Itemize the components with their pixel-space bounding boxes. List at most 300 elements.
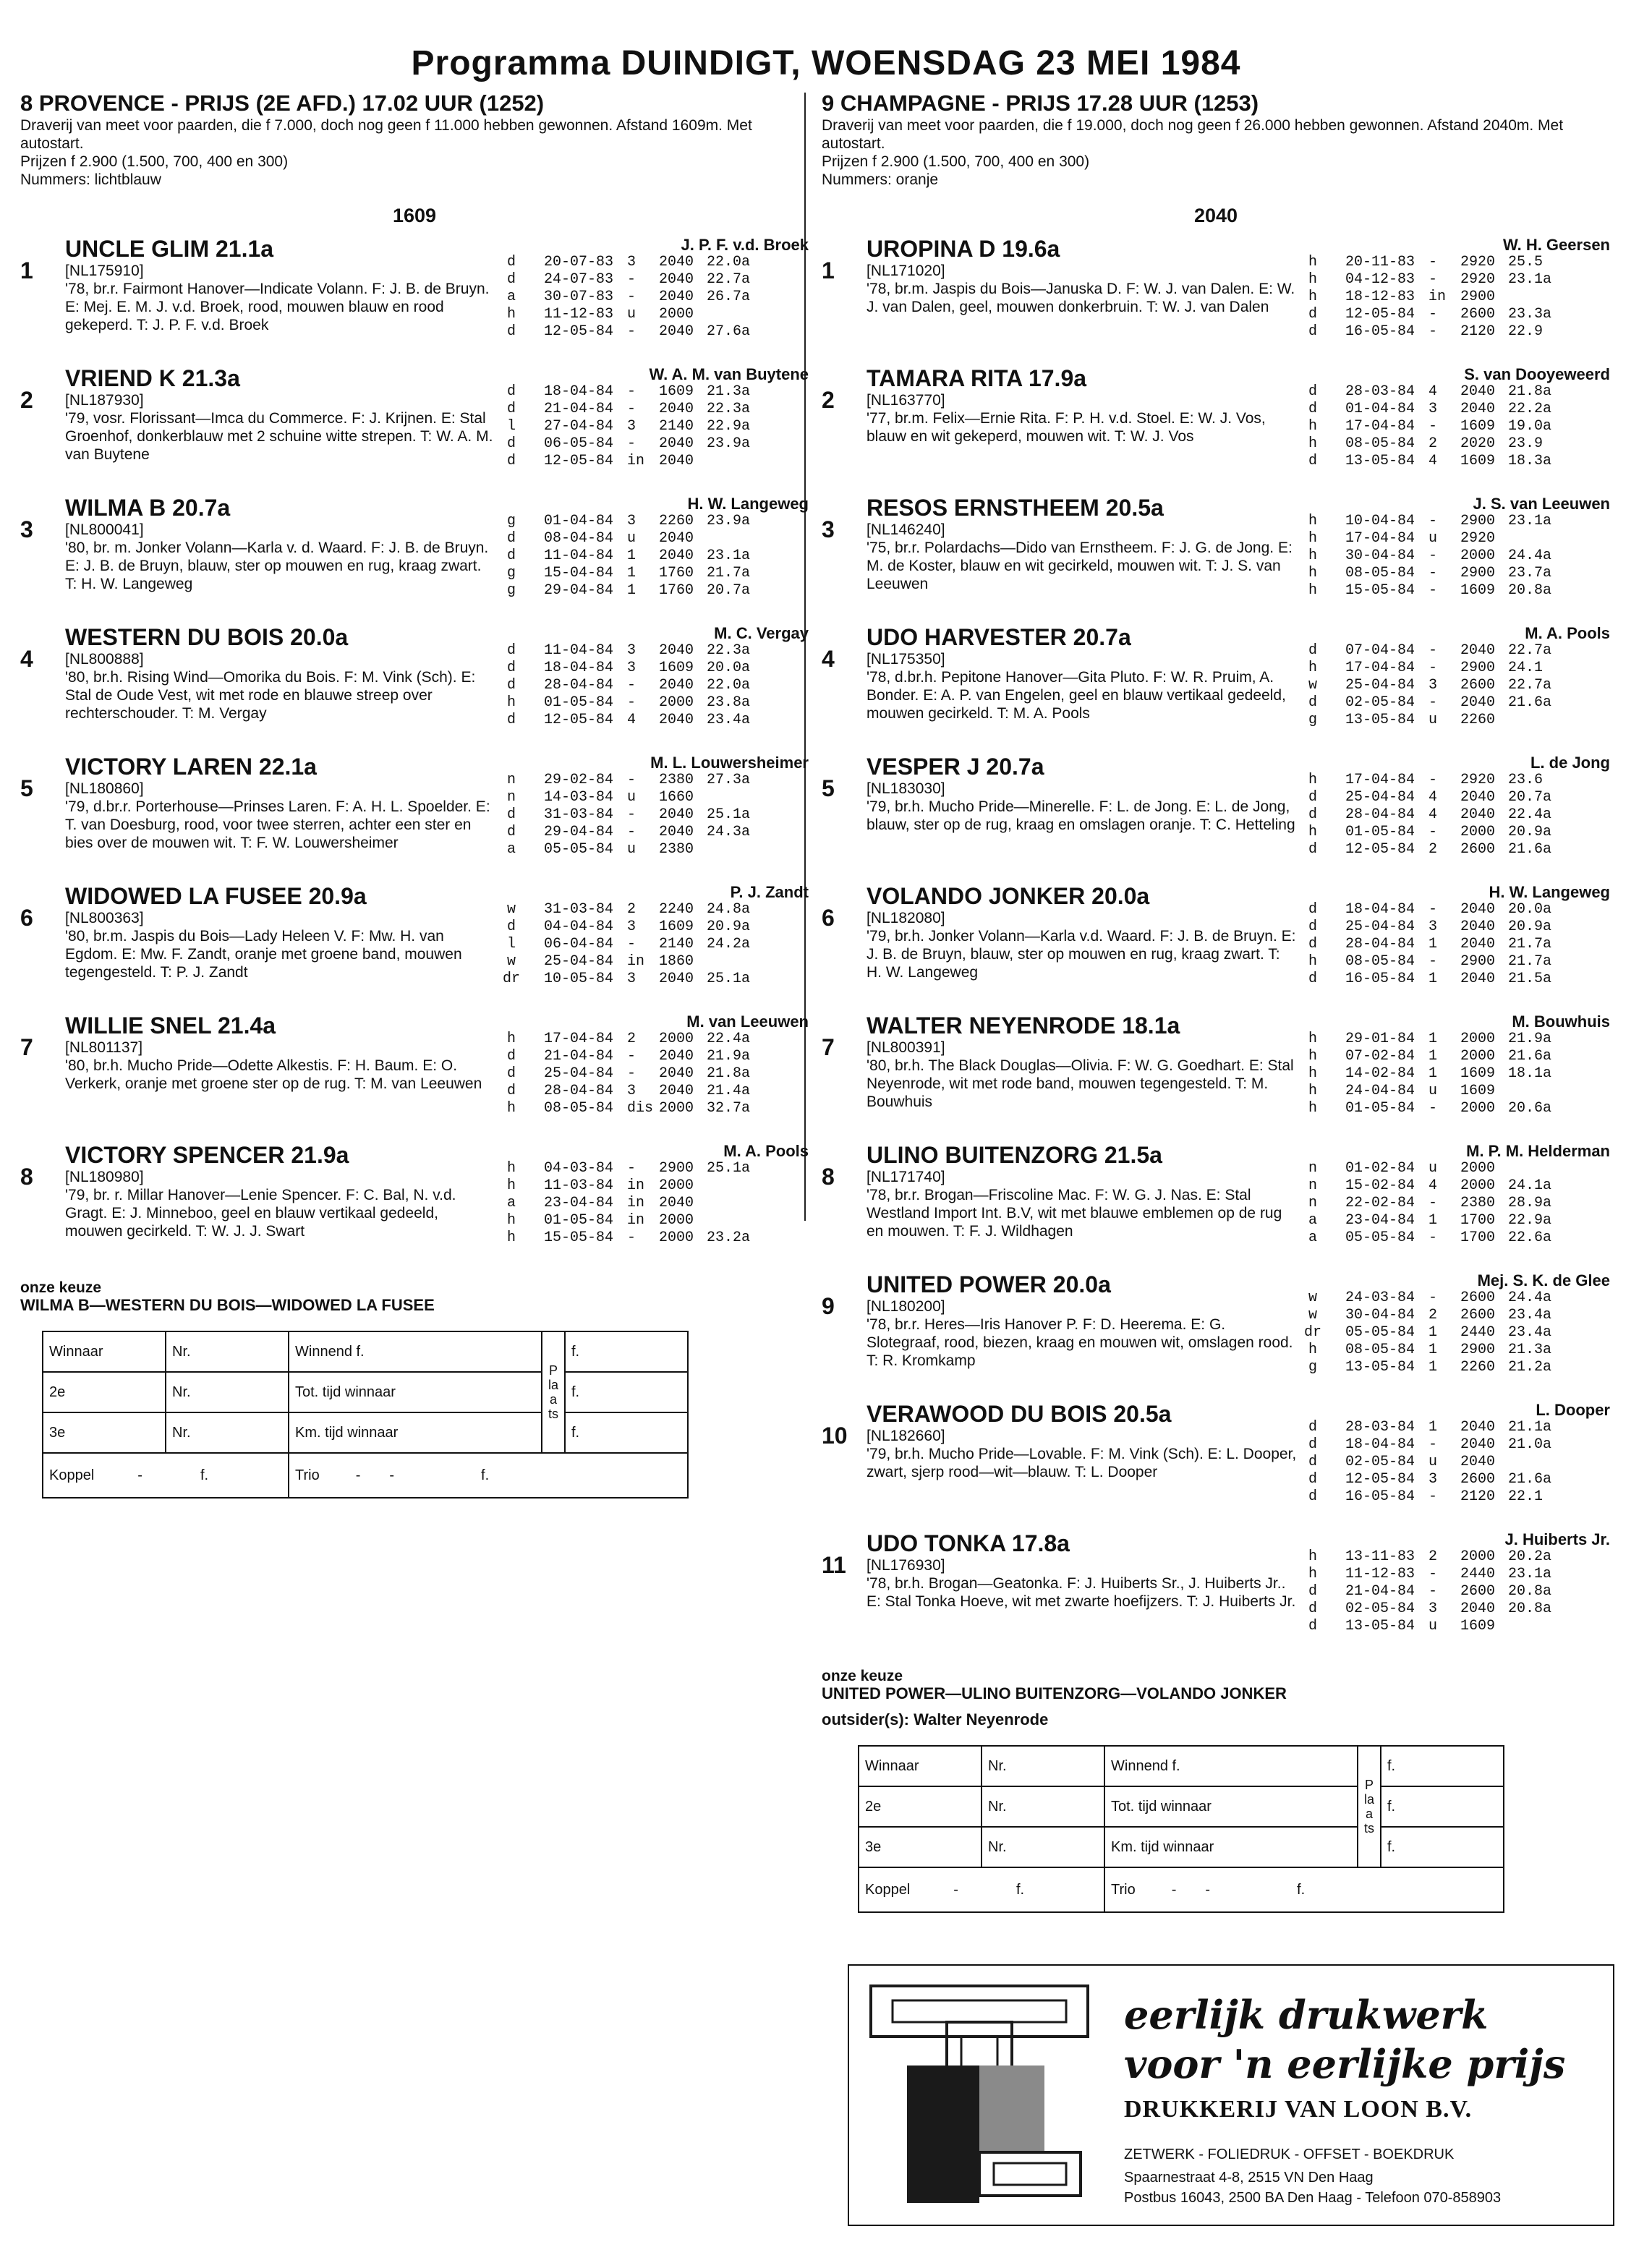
form-row	[1300, 254, 1610, 271]
form-row	[1300, 1600, 1610, 1618]
form-date: 30-04-84	[1345, 1307, 1415, 1323]
form-place: -	[627, 1229, 636, 1246]
form-place: -	[627, 1048, 636, 1065]
race-column-left	[20, 90, 809, 1498]
bet-trio-row	[289, 1453, 688, 1498]
horse-trainer: J. Huiberts Jr.	[1504, 1530, 1610, 1548]
form-date: 02-05-84	[1345, 1600, 1415, 1617]
horse-info	[65, 236, 495, 365]
form-row	[499, 547, 809, 565]
horse-info	[867, 1271, 1297, 1401]
form-date: 02-05-84	[1345, 1454, 1415, 1470]
bet-dash: -	[355, 1467, 361, 1483]
horse-form	[495, 624, 809, 754]
horse-name: VRIEND K 21.3a	[65, 365, 240, 391]
form-track: g	[506, 582, 516, 599]
form-row	[1300, 971, 1610, 988]
form-track: dr	[1303, 1324, 1321, 1341]
form-date: 24-04-84	[1345, 1083, 1415, 1099]
horse-name: UNITED POWER 20.0a	[867, 1271, 1111, 1297]
form-place: u	[627, 841, 636, 858]
form-track: d	[506, 677, 516, 694]
form-date: 12-05-84	[544, 323, 614, 340]
form-row	[499, 1048, 809, 1065]
form-distance: 2040	[659, 642, 694, 659]
horse-entry	[822, 883, 1610, 1012]
form-time: 21.9a	[707, 1048, 751, 1065]
form-row	[1300, 1342, 1610, 1359]
form-time: 21.7a	[1508, 953, 1552, 970]
form-time: 21.9a	[1508, 1031, 1552, 1047]
form-date: 28-03-84	[1345, 1419, 1415, 1436]
form-date: 29-04-84	[544, 824, 614, 840]
form-distance: 1609	[1460, 582, 1496, 599]
form-place: -	[1429, 901, 1438, 918]
form-date: 21-04-84	[1345, 1583, 1415, 1600]
horse-name: UROPINA D 19.6a	[867, 236, 1060, 262]
form-track: h	[1308, 1083, 1317, 1099]
ad-address: Spaarnestraat 4-8, 2515 VN Den Haag	[1124, 2170, 1374, 2186]
form-distance: 2000	[659, 694, 694, 711]
bet-trio-label: Trio	[1111, 1881, 1136, 1898]
form-date: 31-03-84	[544, 806, 614, 823]
form-date: 12-05-84	[1345, 306, 1415, 323]
form-date: 20-07-83	[544, 254, 614, 270]
form-place: 4	[1429, 806, 1438, 823]
bet-tot-tijd-label: Tot. tijd winnaar	[1104, 1786, 1358, 1827]
form-row	[499, 401, 809, 418]
form-date: 13-05-84	[1345, 712, 1415, 728]
form-date: 04-12-83	[1345, 271, 1415, 288]
horse-trainer: J. P. F. v.d. Broek	[681, 236, 809, 254]
form-date: 13-11-83	[1345, 1548, 1415, 1565]
form-row	[1300, 547, 1610, 565]
form-date: 18-04-84	[544, 383, 614, 400]
form-time	[1502, 1083, 1559, 1100]
horse-number: 5	[822, 775, 835, 801]
bet-f-field: f.	[200, 1467, 209, 1483]
outsider-line: outsider(s): Walter Neyenrode	[822, 1710, 1049, 1728]
form-track: d	[1308, 1436, 1317, 1453]
form-row	[499, 1065, 809, 1083]
race-column-right	[822, 90, 1610, 1913]
form-distance: 1660	[659, 789, 694, 806]
form-track: g	[1308, 1359, 1317, 1376]
form-track: d	[1308, 383, 1317, 400]
form-time: 21.6a	[1508, 1471, 1552, 1488]
form-date: 20-11-83	[1345, 254, 1415, 270]
form-row	[1300, 953, 1610, 971]
bet-form-table	[42, 1331, 689, 1498]
form-track: d	[506, 660, 516, 676]
form-time: 23.1a	[1508, 271, 1552, 288]
form-track: d	[506, 401, 516, 417]
form-distance: 2600	[1460, 1471, 1496, 1488]
horse-trainer: M. A. Pools	[723, 1142, 809, 1160]
horse-trainer: H. W. Langeweg	[687, 495, 809, 513]
form-distance: 2040	[659, 453, 694, 469]
form-place: -	[1429, 824, 1438, 840]
bet-nr-label: Nr.	[166, 1412, 289, 1453]
form-distance: 2000	[1460, 1100, 1496, 1117]
form-time: 21.6a	[1508, 694, 1552, 711]
form-date: 11-12-83	[544, 306, 614, 323]
form-row	[499, 1100, 809, 1117]
form-date: 11-04-84	[544, 642, 614, 659]
form-track: h	[1308, 254, 1317, 270]
form-date: 28-04-84	[544, 677, 614, 694]
form-time	[701, 841, 757, 858]
form-track: d	[1308, 1618, 1317, 1634]
form-distance: 2920	[1460, 271, 1496, 288]
horse-name: WILLIE SNEL 21.4a	[65, 1012, 276, 1039]
form-row	[1300, 1083, 1610, 1100]
form-distance: 2600	[1460, 1583, 1496, 1600]
horse-trainer: M. Bouwhuis	[1512, 1012, 1610, 1031]
form-date: 25-04-84	[1345, 918, 1415, 935]
horse-form	[1297, 1271, 1610, 1401]
form-date: 23-04-84	[544, 1195, 614, 1211]
form-time: 24.2a	[707, 936, 751, 952]
horse-entry	[822, 1012, 1610, 1142]
form-row	[499, 530, 809, 547]
form-time: 20.8a	[1508, 1600, 1552, 1617]
horse-form	[495, 754, 809, 883]
form-track: d	[1308, 1419, 1317, 1436]
form-place: dis	[627, 1100, 654, 1117]
form-distance: 1609	[1460, 453, 1496, 469]
form-time: 25.1a	[707, 806, 751, 823]
form-time: 22.0a	[707, 677, 751, 694]
horse-description: [NL171020] '78, br.m. Jaspis du Bois—Januska D. F: W. J. van Dalen. E: W. J. van Dalen, geel, mouwen donkerbruin. T: W. J. van Dalen	[867, 263, 1295, 315]
form-date: 11-03-84	[544, 1177, 614, 1194]
form-distance: 2040	[1460, 918, 1496, 935]
horse-name: WIDOWED LA FUSEE 20.9a	[65, 883, 367, 909]
form-time: 20.7a	[1508, 789, 1552, 806]
form-track: g	[506, 513, 516, 529]
form-time: 23.8a	[707, 694, 751, 711]
form-track: d	[1308, 323, 1317, 340]
form-time	[1502, 1618, 1559, 1635]
form-row	[499, 694, 809, 712]
form-place: 2	[1429, 1548, 1438, 1565]
form-place: 1	[1429, 1048, 1438, 1065]
form-row	[1300, 712, 1610, 729]
horse-number: 9	[822, 1293, 835, 1319]
form-date: 12-05-84	[1345, 841, 1415, 858]
form-date: 05-05-84	[1345, 1229, 1415, 1246]
bet-plaats-label	[542, 1331, 565, 1453]
form-time: 21.6a	[1508, 841, 1552, 858]
horse-form	[495, 365, 809, 495]
bet-plaats-label	[1358, 1746, 1381, 1867]
horse-trainer: J. S. van Leeuwen	[1473, 495, 1610, 513]
form-row	[499, 806, 809, 824]
form-time: 27.6a	[707, 323, 751, 340]
horse-trainer: M. C. Vergay	[714, 624, 809, 642]
form-date: 24-07-83	[544, 271, 614, 288]
form-time	[701, 1195, 757, 1212]
form-date: 29-02-84	[544, 772, 614, 788]
form-row	[499, 1229, 809, 1247]
form-distance: 2040	[659, 530, 694, 547]
form-date: 13-05-84	[1345, 1618, 1415, 1634]
form-row	[499, 918, 809, 936]
horse-number: 10	[822, 1423, 848, 1449]
form-track: d	[1308, 642, 1317, 659]
form-track: d	[1308, 453, 1317, 469]
form-date: 12-05-84	[544, 453, 614, 469]
form-place: -	[1429, 1583, 1438, 1600]
bet-koppel-row	[43, 1453, 289, 1498]
form-time: 24.1	[1508, 660, 1544, 676]
form-row	[1300, 271, 1610, 289]
form-distance: 2240	[659, 901, 694, 918]
form-date: 08-05-84	[1345, 1342, 1415, 1358]
form-time: 21.1a	[1508, 1419, 1552, 1436]
form-place: -	[627, 323, 636, 340]
form-date: 08-04-84	[544, 530, 614, 547]
form-place: u	[1429, 1160, 1438, 1177]
form-row	[499, 642, 809, 660]
bet-dash: -	[389, 1467, 395, 1483]
ad-slogan-line2: voor 'n eerlijke prijs	[1124, 2041, 1566, 2087]
form-place: 4	[627, 712, 636, 728]
bet-f-field: f.	[1381, 1746, 1504, 1786]
horse-name: RESOS ERNSTHEEM 20.5a	[867, 495, 1164, 521]
horse-number: 7	[20, 1034, 33, 1060]
form-date: 16-05-84	[1345, 1488, 1415, 1505]
form-row	[1300, 772, 1610, 789]
form-distance: 2600	[1460, 306, 1496, 323]
form-date: 29-01-84	[1345, 1031, 1415, 1047]
form-time: 20.8a	[1508, 582, 1552, 599]
form-distance: 2440	[1460, 1324, 1496, 1341]
horse-description: [NL180200] '78, br.r. Heres—Iris Hanover P. F: D. Heerema. E: G. Slotegraaf, rood, biezen, kraag en mouwen wit, omslagen rood. T: R. Kromkamp	[867, 1298, 1293, 1369]
form-place: -	[1429, 660, 1438, 676]
horse-info	[65, 1012, 495, 1142]
form-time: 24.8a	[707, 901, 751, 918]
form-distance: 2040	[1460, 936, 1496, 952]
form-place: -	[627, 1065, 636, 1082]
horse-description: [NL187930] '79, vosr. Florissant—Imca du Commerce. F: J. Krijnen. E: Stal Groenhof, donkerblauw met 2 schuine witte strepen. T: W. A. M. van Buytene	[65, 392, 493, 463]
form-distance: 1700	[1460, 1212, 1496, 1229]
horse-trainer: L. de Jong	[1530, 754, 1610, 772]
form-place: -	[1429, 1195, 1438, 1211]
horse-form	[495, 495, 809, 624]
form-distance: 2000	[659, 1177, 694, 1194]
horse-info	[867, 236, 1297, 365]
bet-3e-label: 3e	[859, 1827, 982, 1867]
form-track: h	[1308, 824, 1317, 840]
form-track: h	[506, 1100, 516, 1117]
form-place: 3	[627, 660, 636, 676]
form-row	[499, 435, 809, 453]
form-date: 01-04-84	[544, 513, 614, 529]
form-date: 07-02-84	[1345, 1048, 1415, 1065]
form-track: d	[506, 642, 516, 659]
form-row	[1300, 1618, 1610, 1635]
form-track: w	[506, 953, 516, 970]
form-distance: 2040	[1460, 789, 1496, 806]
form-date: 06-05-84	[544, 435, 614, 452]
form-place: -	[1429, 271, 1438, 288]
horse-entry	[822, 1142, 1610, 1271]
horse-entry	[822, 495, 1610, 624]
form-place: -	[1429, 1289, 1438, 1306]
form-row	[1300, 694, 1610, 712]
form-track: h	[1308, 1342, 1317, 1358]
form-track: d	[1308, 1454, 1317, 1470]
bet-nr-label: Nr.	[982, 1827, 1104, 1867]
form-date: 17-04-84	[1345, 418, 1415, 435]
form-time: 22.0a	[707, 254, 751, 270]
form-time	[701, 1212, 757, 1229]
form-track: n	[1308, 1160, 1317, 1177]
bet-koppel-label: Koppel	[865, 1881, 911, 1898]
form-place: in	[627, 1212, 645, 1229]
form-time: 23.1a	[1508, 513, 1552, 529]
form-row	[499, 824, 809, 841]
horse-description: [NL180860] '79, d.br.r. Porterhouse—Prinses Laren. F: A. H. L. Spoelder. E: T. van Doesburg, rood, voor twee sterren, achter een ster en bies over de mouwen wit. T: F. W. Louwersheimer	[65, 780, 490, 851]
form-time	[701, 453, 757, 470]
bet-3e-label: 3e	[43, 1412, 166, 1453]
form-date: 28-04-84	[1345, 936, 1415, 952]
form-time: 22.7a	[1508, 677, 1552, 694]
form-distance: 2000	[1460, 547, 1496, 564]
form-row	[499, 1083, 809, 1100]
bet-f-field: f.	[481, 1467, 490, 1483]
form-date: 05-05-84	[544, 841, 614, 858]
ad-slogan-line1: eerlijk drukwerk	[1124, 1992, 1489, 2038]
form-date: 01-04-84	[1345, 401, 1415, 417]
form-place: 4	[1429, 1177, 1438, 1194]
form-distance: 2000	[659, 1031, 694, 1047]
form-row	[1300, 824, 1610, 841]
form-track: d	[1308, 1600, 1317, 1617]
form-distance: 2900	[1460, 660, 1496, 676]
form-track: d	[1308, 806, 1317, 823]
bet-f-field: f.	[1016, 1881, 1025, 1898]
form-distance: 2920	[1460, 772, 1496, 788]
horse-trainer: W. H. Geersen	[1503, 236, 1610, 254]
form-place: -	[627, 271, 636, 288]
form-time: 22.6a	[1508, 1229, 1552, 1246]
form-date: 07-04-84	[1345, 642, 1415, 659]
form-place: u	[627, 789, 636, 806]
form-row	[1300, 1195, 1610, 1212]
race-description: Draverij van meet voor paarden, die f 19.000, doch nog geen f 26.000 hebben gewonnen. Afstand 2040m. Met autostart. Prijzen f 2.900 (1.500, 700, 400 en 300) Nummers: oranje	[822, 117, 1564, 188]
horse-description: [NL163770] '77, br.m. Felix—Ernie Rita. F: P. H. v.d. Stoel. E: W. J. Vos, blauw en wit gekeperd, mouwen wit. T: W. J. Vos	[867, 392, 1266, 445]
horse-entry	[822, 1530, 1610, 1660]
form-place: u	[627, 306, 636, 323]
form-track: d	[506, 271, 516, 288]
form-row	[499, 289, 809, 306]
form-track: h	[1308, 289, 1317, 305]
horse-entry	[20, 883, 809, 1012]
form-distance: 1609	[1460, 1083, 1496, 1099]
form-row	[499, 971, 809, 988]
form-date: 12-05-84	[1345, 1471, 1415, 1488]
form-row	[499, 660, 809, 677]
bet-f-field: f.	[565, 1331, 688, 1372]
form-place: 3	[627, 918, 636, 935]
form-distance: 2040	[1460, 642, 1496, 659]
form-track: d	[506, 435, 516, 452]
form-distance: 2040	[659, 323, 694, 340]
form-row	[499, 936, 809, 953]
bet-km-tijd-label: Km. tijd winnaar	[289, 1412, 542, 1453]
form-row	[1300, 841, 1610, 858]
form-time: 25.1a	[707, 971, 751, 987]
form-place: -	[627, 806, 636, 823]
form-time: 21.0a	[1508, 1436, 1552, 1453]
bet-f-field: f.	[1381, 1827, 1504, 1867]
form-track: d	[1308, 306, 1317, 323]
form-row	[499, 453, 809, 470]
form-track: d	[1308, 694, 1317, 711]
form-time	[1502, 712, 1559, 729]
form-track: n	[1308, 1177, 1317, 1194]
bet-trio-label: Trio	[295, 1467, 320, 1483]
form-time: 21.8a	[707, 1065, 751, 1082]
form-place: 3	[627, 418, 636, 435]
form-time: 23.9a	[707, 435, 751, 452]
plaats-text: Plaats	[1364, 1778, 1375, 1836]
horse-description: [NL801137] '80, br.h. Mucho Pride—Odette Alkestis. F: H. Baum. E: O. Verkerk, oranje met groene ster op de rug. T: M. van Leeuwen	[65, 1039, 482, 1092]
keuze-label: onze keuze	[20, 1279, 102, 1296]
form-row	[1300, 1212, 1610, 1229]
form-distance: 2040	[659, 971, 694, 987]
horse-trainer: M. van Leeuwen	[686, 1012, 809, 1031]
form-distance: 2020	[1460, 435, 1496, 452]
form-row	[499, 712, 809, 729]
form-time: 21.6a	[1508, 1048, 1552, 1065]
form-place: u	[627, 530, 636, 547]
form-time: 22.4a	[707, 1031, 751, 1047]
form-place: in	[627, 453, 645, 469]
bet-2e-label: 2e	[859, 1786, 982, 1827]
form-distance: 2140	[659, 418, 694, 435]
form-place: 3	[1429, 1471, 1438, 1488]
form-row	[1300, 582, 1610, 600]
horse-name: VICTORY LAREN 22.1a	[65, 754, 317, 780]
form-row	[1300, 1454, 1610, 1471]
form-track: h	[506, 1177, 516, 1194]
form-track: d	[1308, 1488, 1317, 1505]
form-time: 20.0a	[707, 660, 751, 676]
horse-entry	[822, 754, 1610, 883]
horse-trainer: Mej. S. K. de Glee	[1477, 1271, 1610, 1289]
race-description: Draverij van meet voor paarden, die f 7.000, doch nog geen f 11.000 hebben gewonnen. Afstand 1609m. Met autostart. Prijzen f 2.900 (1.500, 700, 400 en 300) Nummers: lichtblauw	[20, 117, 752, 188]
form-place: 1	[1429, 1419, 1438, 1436]
form-row	[499, 953, 809, 971]
horse-form	[1297, 754, 1610, 883]
form-place: -	[1429, 323, 1438, 340]
form-date: 04-04-84	[544, 918, 614, 935]
horse-description: [NL800041] '80, br. m. Jonker Volann—Karla v. d. Waard. F: J. B. de Bruyn. E: J. B. de Bruyn, blauw, ster op mouwen en rug, kraag zwart. T: H. W. Langeweg	[65, 521, 489, 592]
horse-name: WALTER NEYENRODE 18.1a	[867, 1012, 1180, 1039]
form-track: d	[1308, 1471, 1317, 1488]
form-row	[499, 1031, 809, 1048]
keuze-selection: WILMA B—WESTERN DU BOIS—WIDOWED LA FUSEE	[20, 1296, 435, 1314]
form-distance: 2900	[1460, 565, 1496, 581]
bet-trio-row	[1104, 1867, 1504, 1912]
form-row	[499, 383, 809, 401]
form-time: 21.2a	[1508, 1359, 1552, 1376]
form-distance: 1609	[659, 660, 694, 676]
form-place: -	[627, 289, 636, 305]
